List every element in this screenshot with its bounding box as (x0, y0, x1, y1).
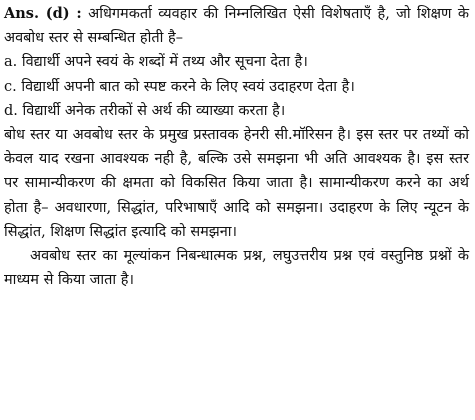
answer-intro-text: अधिगमकर्ता व्यवहार की निम्नलिखित ऐसी विशेषताएँ है, जो शिक्षण के अवबोध स्तर से सम्बन्धित होती है– (4, 6, 469, 47)
answer-label: Ans. (d) : (4, 5, 82, 22)
answer-intro-paragraph (4, 2, 469, 50)
explanation-paragraph: बोध स्तर या अवबोध स्तर के प्रमुख प्रस्तावक हेनरी सी.मॉरिसन है। इस स्तर पर तथ्यों को केवल याद रखना आवश्यक नही है, बल्कि उसे समझना भी अति आवश्यक है। इस स्तर पर सामान्यीकरण की क्षमता को विकसित किया जाता है। सामान्यीकरण करने का अर्थ होता है– अवधारणा, सिद्धांत, परिभाषाएँ आदि को समझना। उदाहरण के लिए न्यूटन के सिद्धांत, शिक्षण सिद्धांत इत्यादि को समझना। (4, 127, 469, 240)
evaluation-paragraph: अवबोध स्तर का मूल्यांकन निबन्धात्मक प्रश्न, लघुउत्तरीय प्रश्न एवं वस्तुनिष्ठ प्रश्नों के माध्यम से किया जाता है। (4, 248, 469, 289)
point-c: c. विद्यार्थी अपनी बात को स्पष्ट करने के लिए स्वयं उदाहरण देता है। (4, 78, 355, 95)
point-a: a. विद्यार्थी अपने स्वयं के शब्दों में तथ्य और सूचना देता है। (4, 54, 308, 71)
point-d: d. विद्यार्थी अनेक तरीकों से अर्थ की व्याख्या करता है। (4, 102, 286, 119)
